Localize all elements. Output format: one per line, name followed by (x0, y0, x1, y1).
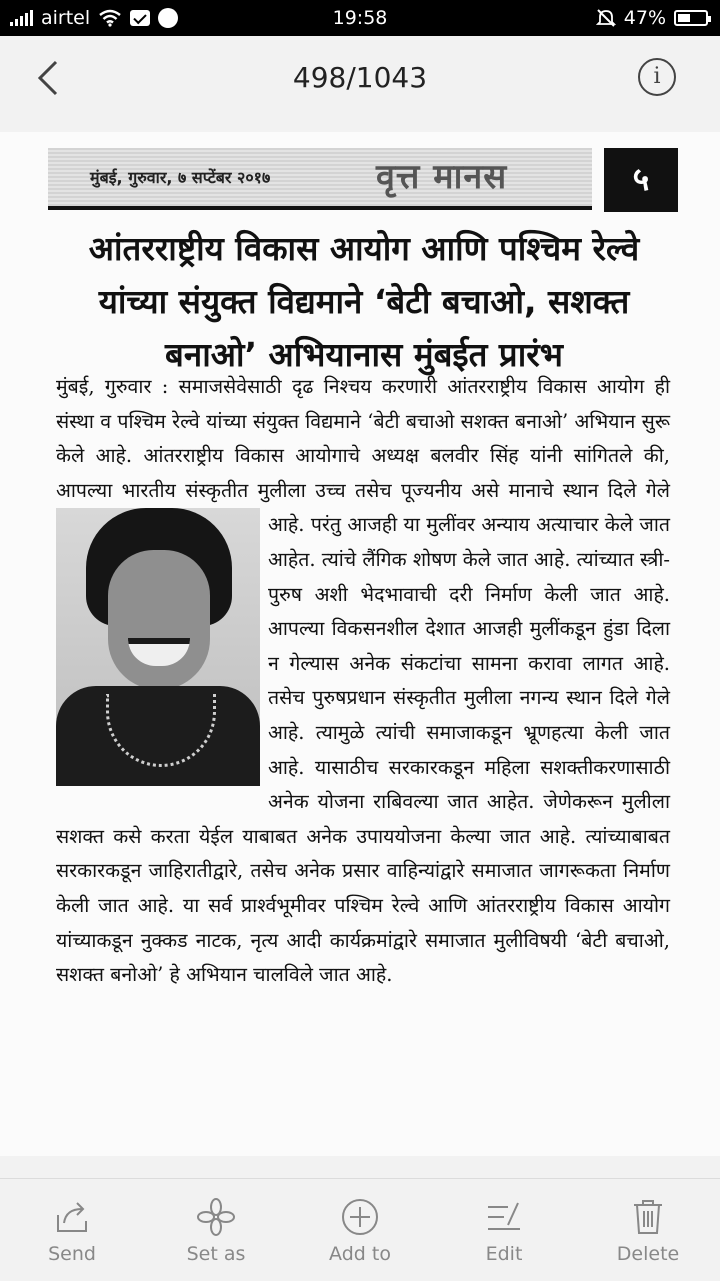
delete-label: Delete (616, 1243, 680, 1265)
trash-icon (628, 1197, 668, 1237)
status-bar (0, 0, 720, 36)
article-paragraph-intro: मुंबई, गुरुवार : समाजसेवेसाठी दृढ निश्चय करणारी आंतरराष्ट्रीय विकास आयोग ही संस्था व पश्चिम रेल्वे यांच्या संयुक्त विद्यमाने ‘बेटी बचाओ सशक्त बनाओ’ अभियान सुरू केले आहे. आंतरराष्ट्रीय विकास आयोगाचे अध्यक्ष बलवीर सिंह यांनी सांगितले की, आपल्या भारतीय संस्कृतीत मुलीला उच्च तसेच पूज्यनीय असे मानाचे स्थान दिले गेले आहे. परंतु आजही या मुलींवर अन्याय अत्याचार (56, 375, 670, 537)
dateline: मुंबई, गुरुवार, ७ सप्टेंबर २०१७ (90, 168, 271, 187)
plus-circle-icon (340, 1197, 380, 1237)
carrier-name: airtel (41, 7, 91, 29)
newspaper-page-number: ५ (604, 148, 678, 212)
battery-icon (674, 10, 708, 26)
set-as-button[interactable] (144, 1179, 288, 1281)
masthead (48, 148, 678, 210)
info-icon[interactable]: i (638, 58, 676, 96)
send-button[interactable] (0, 1179, 144, 1281)
edit-button[interactable] (432, 1179, 576, 1281)
send-label: Send (48, 1243, 96, 1265)
bottom-toolbar (0, 1178, 720, 1281)
image-viewer[interactable] (0, 120, 720, 1178)
flower-icon (196, 1197, 236, 1237)
edit-icon (484, 1197, 524, 1237)
add-to-label: Add to (329, 1243, 391, 1265)
article-body (56, 370, 670, 993)
status-right (596, 7, 708, 29)
delete-button[interactable] (576, 1179, 720, 1281)
portrait-photo (56, 508, 260, 786)
add-to-button[interactable] (288, 1179, 432, 1281)
share-icon (52, 1197, 92, 1237)
paper-name: वृत्त मानस (376, 157, 508, 197)
viewer-header (0, 36, 720, 120)
mute-icon (596, 8, 616, 28)
edit-label: Edit (485, 1243, 523, 1265)
battery-level (678, 14, 690, 22)
page-counter: 498/1043 (292, 61, 428, 94)
newspaper-clipping (0, 132, 720, 1156)
article-paragraph-main: केले जात आहेत. त्यांचे लैंगिक शोषण केले जात आहे. त्यांच्यात स्त्री-पुरुष अशी भेदभावाची दरी निर्माण केली जात आहे. आपल्या विकसनशील देशात आजही मुलींकडून हुंडा दिला न गेल्यास अनेक संकटांचा सामना करावा लागत आहे. तसेच पुरुषप्रधान संस्कृतीत मुलीला नगन्य स्थान दिले गेले आहे. त्यामुळे त्यांची समाजाकडून भ्रूणहत्या केली जात आहे. यासाठीच सरकारकडून महिला सशक्तीकरणासाठी अनेक योजना राबिवल्या जात आहेत. जेणेकरून मुलीला सशक्त कसे करता येईल याबाबत अनेक उपाययोजना केल्या जात आहे. त्यांच्याबाबत सरकारकडून जाहिरातीद्वारे, तसेच अनेक प्रसार वाहिन्यांद्वारे समाजात जागरूकता निर्माण केली जात आहे. या सर्व प्रार्श्वभूमीवर पश्चिम रेल्वे आणि आंतरराष्ट्रीय विकास आयोग यांच्याकडून नुक्कड नाटक, नृत्य आदी कार्यक्रमांद्वारे समाजात मुलीविषयी ‘बेटी बचाओ, सशक्त बनोओ’ हे अभियान चालविले जात आहे. (56, 513, 671, 987)
set-as-label: Set as (186, 1243, 246, 1265)
headline: आंतरराष्ट्रीय विकास आयोग आणि पश्चिम रेल्वे यांच्या संयुक्त विद्यमाने ‘बेटी बचाओ, सशक्त बनाओ’ अभियानास मुंबईत प्रारंभ (88, 229, 640, 374)
dateline-box (48, 148, 592, 210)
battery-percent: 47% (623, 7, 666, 29)
clock: 19:58 (332, 7, 388, 29)
